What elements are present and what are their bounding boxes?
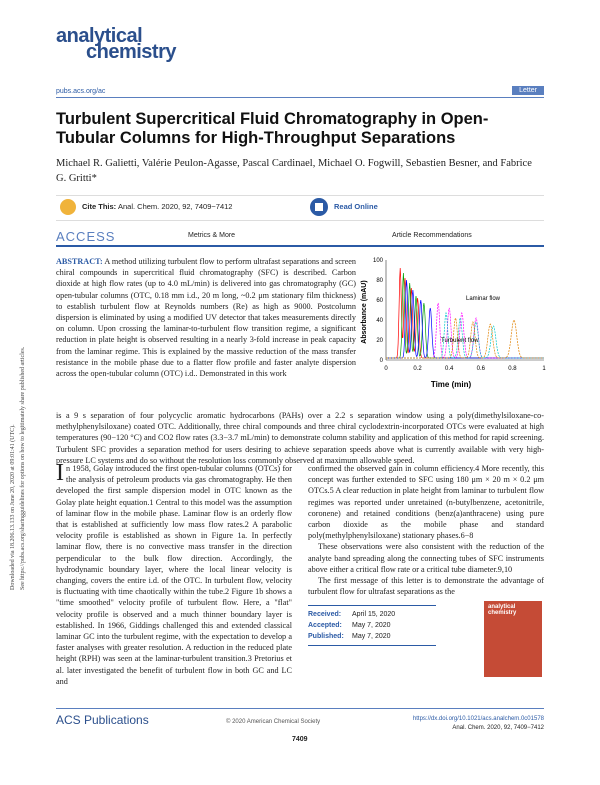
body-column-right xyxy=(308,463,544,597)
y-tick-label: 60 xyxy=(376,298,383,304)
annotation-turbulent: Turbulent flow xyxy=(441,338,479,344)
drop-cap: I xyxy=(56,460,64,486)
author-list: Michael R. Galietti, Valérie Peulon-Agasse, Pascal Cardinael, Michael O. Fogwill, Sebastien Besner, and Fabrice G. Gritti* xyxy=(56,158,532,184)
citation-link[interactable]: Anal. Chem. 2020, 92, 7409−7412 xyxy=(118,202,233,211)
footer-divider xyxy=(56,708,544,709)
cover-title: analytical chemistry xyxy=(488,604,517,616)
body-column-left xyxy=(56,460,292,687)
recommendations-link[interactable]: Article Recommendations xyxy=(392,232,472,239)
download-note xyxy=(4,230,34,590)
body-right-p2: These observations were also consistent with the reduction of the analyte band spreading along the connecting tubes of SFC instruments above either a critical flow rate or a critical tube diameter.9,10 xyxy=(308,542,544,574)
cite-bar xyxy=(56,195,544,221)
series-turbulent-1 xyxy=(386,268,544,358)
journal-logo[interactable] xyxy=(56,25,176,63)
read-online-link[interactable]: Read Online xyxy=(334,202,378,211)
x-tick-label: 1 xyxy=(542,366,546,372)
read-online-icon[interactable] xyxy=(310,198,328,216)
date-accepted: Accepted: May 7, 2020 xyxy=(308,622,391,629)
footer-citation: Anal. Chem. 2020, 92, 7409−7412 xyxy=(452,725,544,731)
y-tick-label: 20 xyxy=(376,338,383,344)
article-title: Turbulent Supercritical Fluid Chromatography in Open-Tubular Columns for High-Throughput Separations xyxy=(56,110,489,147)
abstract-text-top xyxy=(56,256,356,379)
date-published: Published: May 7, 2020 xyxy=(308,633,391,640)
metrics-link[interactable]: Metrics & More xyxy=(188,232,236,239)
y-tick-label: 80 xyxy=(376,278,383,284)
cite-label: Cite This: xyxy=(82,202,117,211)
y-tick-label: 0 xyxy=(379,358,383,364)
x-tick-label: 0.8 xyxy=(508,366,517,372)
access-bar xyxy=(56,231,544,247)
copyright: © 2020 American Chemical Society xyxy=(226,719,321,725)
y-tick-label: 40 xyxy=(376,318,383,324)
x-tick-label: 0.4 xyxy=(445,366,454,372)
body-left-text: n 1958, Golay introduced the first open-tubular columns (OTCs) for the analysis of petroleum products via gas chromatography. He then developed the first sample dispersion model in OTC known as the Golay plate height equation.1 Central to this model was the assumption of laminar flow in the mobile phase. Laminar flow is an orderly flow that is established at sufficiently low mass flow rates.2 A parabolic velocity profile is established as shown in Figure 1a. In perfectly laminar flow, there is no convective mass transfer in the direction perpendicular to the bulk flow direction. Accordingly, the hydrodynamic boundary layer, where the local linear velocity is changing, covers the entire i.d. of the OTC. In turbulent flow, velocity is fluctuating with time chaotically within the tube.2 Figure 1b shows a "time smoothed" velocity profile of turbulent flow. Here, a "flat" velocity profile is observed and a much thinner boundary layer is established. In 1966, Giddings challenged this and extended classical laminar GC into the turbulent regime, with the expectation to develop a faster analyses with greater resolution. A reduction in the reduced plate height (RPH) was seen at the laminar-turbulent transition.3 Pretorius et al. later investigated the benefit of turbulent flow in both GC and LC and xyxy=(56,464,292,686)
chart-marks xyxy=(386,268,544,358)
x-axis-label: Time (min) xyxy=(430,380,472,389)
doi-link[interactable]: https://dx.doi.org/10.1021/acs.analchem.0c01578 xyxy=(412,716,544,722)
access-label: ACCESS xyxy=(56,229,116,244)
download-note-line1: Downloaded via 18.206.13.133 on June 20, 2020 at 09:01:41 (UTC). xyxy=(10,424,16,590)
book-icon xyxy=(310,198,328,216)
x-tick-label: 0 xyxy=(384,366,388,372)
cite-icon[interactable] xyxy=(60,199,76,215)
article-type-badge: Letter xyxy=(512,86,544,95)
annotation-laminar: Laminar flow xyxy=(466,296,501,302)
journal-logo-line1: analytical xyxy=(56,25,143,47)
journal-logo-line2: chemistry xyxy=(86,41,176,63)
body-right-p3: The first message of this letter is to demonstrate the advantage of turbulent flow for ultrafast separations as the xyxy=(308,576,544,597)
abstract-text-full: is a 9 s separation of four polycyclic aromatic hydrocarbons (PAHs) over a 2.2 s separation window using a poly(dimethylsiloxane-co-methylphenylsiloxane) coated OTC. Additionally, three chiral compounds and three chiral cyclodextrin-incorporated OTCs were evaluated at high temperatures (90−120 °C) and CO2 flow rates (3.3−3.7 mL/min) to demonstrate column stability and application of this method for rapid screening. Turbulent SFC provides a separation method for users desiring to achieve separation speeds above what is currently available with very high-pressure LC systems and do so without the resolution loss commonly observed at maximum allowable speed. xyxy=(56,411,544,465)
page-number: 7409 xyxy=(292,736,308,743)
publication-dates xyxy=(308,605,436,646)
journal-url[interactable]: pubs.acs.org/ac xyxy=(56,88,106,95)
header-divider xyxy=(56,97,544,98)
chromatogram-chart xyxy=(356,252,546,392)
download-note-line2: See https://pubs.acs.org/sharingguidelines for options on how to legitimately share published articles. xyxy=(20,346,26,590)
y-tick-label: 100 xyxy=(372,258,383,264)
y-axis-label: Absorbance (mAU) xyxy=(361,280,368,344)
x-tick-label: 0.2 xyxy=(413,366,422,372)
abstract-part1: A method utilizing turbulent flow to perform ultrafast separations and screen chiral compounds in supercritical fluid chromatography (SFC) is described. Carbon dioxide at high flow rates (up to 4.0 mL/min) is delivered into gas chromatography (GC) open-tubular columns (OTC, 0.18 mm i.d., 20 m long, ~0.2 μm stationary film thickness) to establish turbulent flow at Reynolds numbers (Re) as high as 9000. Postcolumn dispersion is eliminated by using a modified UV detector that takes measurements directly on column. Upon crossing the laminar-to-turbulent flow transition regime, a significant reduction in plate height is observed resulting in a nearly 3-fold increase in peak capacity from the laminar regime. This is explained by the massive reduction of the mass transfer resistance in the mobile phase due to a flatter flow profile and faster analyte dispersion across the open-tubular column (OTC) i.d.. Demonstrated in this work xyxy=(56,257,356,379)
date-received: Received: April 15, 2020 xyxy=(308,611,396,618)
journal-cover-thumbnail[interactable] xyxy=(484,601,542,677)
x-tick-label: 0.6 xyxy=(476,366,485,372)
abstract-keyword: ABSTRACT: xyxy=(56,257,103,266)
acs-publications-logo[interactable]: ACS Publications xyxy=(56,713,149,727)
body-right-p1: confirmed the observed gain in column efficiency.4 More recently, this concept was further extended to SFC using 180 μm × 20 m × 0.2 μm OTCs.5 A clear reduction in plate height from laminar to turbulent flow regimes was reported under unretained (n-butylbenzene, acetonitrile, coronene) and retained conditions (benz(a)anthracene) using pure carbon dioxide as the mobile phase and standard poly(methylphenylsiloxane) stationary phases.6−8 xyxy=(308,464,544,541)
